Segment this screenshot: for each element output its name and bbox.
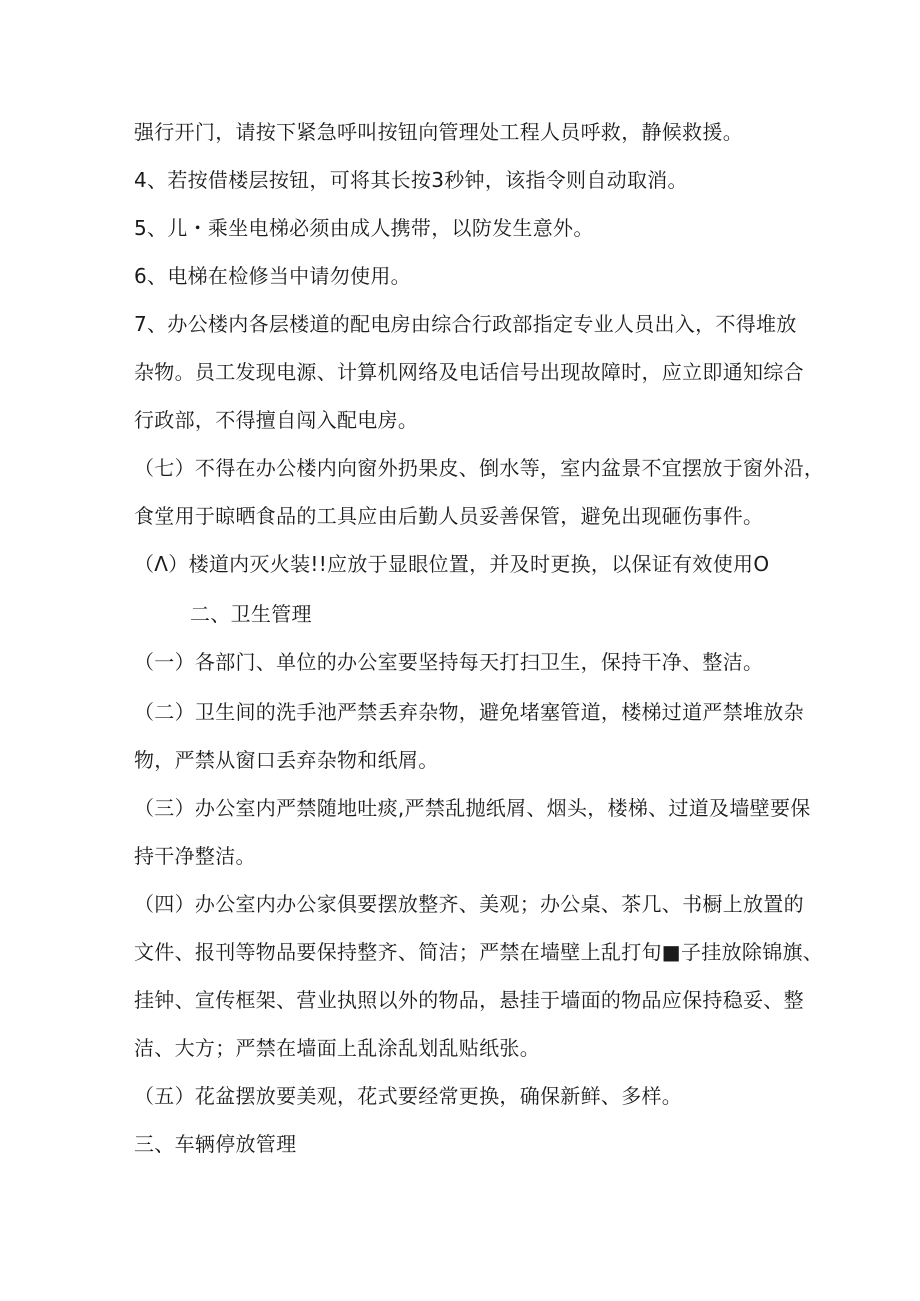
text-line: 强行开门，请按下紧急呼叫按钮向管理处工程人员呼救，静候救援。 bbox=[134, 120, 743, 144]
text-line: （五）花盆摆放要美观，花式要经常更换，确保新鲜、多样。 bbox=[134, 1084, 683, 1108]
text-line: 5、儿・乘坐电梯必须由成人携带，以防发生意外。 bbox=[134, 216, 594, 240]
text-line: 6、电梯在检修当中请勿使用。 bbox=[134, 264, 411, 288]
text-line: 行政部，不得擅自闯入配电房。 bbox=[134, 408, 419, 432]
text-line: 食堂用于晾晒食品的工具应由后勤人员妥善保管，避免出现砸伤事件。 bbox=[134, 504, 764, 528]
text-line: （三）办公室内严禁随地吐痰,严禁乱抛纸屑、烟头，楼梯、过道及墙壁要保 bbox=[134, 796, 811, 820]
text-line: 文件、报刊等物品要保持整齐、简洁；严禁在墙壁上乱打旬■子挂放除锦旗、 bbox=[134, 940, 824, 964]
text-line: （四）办公室内办公家俱要摆放整齐、美观；办公桌、茶几、书橱上放置的 bbox=[134, 892, 804, 916]
text-line: （一）各部门、单位的办公室要坚持每天打扫卫生，保持干净、整洁。 bbox=[134, 650, 764, 674]
text-line: 洁、大方；严禁在墙面上乱涂乱划乱贴纸张。 bbox=[134, 1036, 540, 1060]
text-line: （Λ）楼道内灭火装!!应放于显眼位置，并及时更换，以保证有效使用O bbox=[134, 552, 770, 576]
section-heading: 二、卫生管理 bbox=[190, 602, 312, 626]
text-line: （七）不得在办公楼内向窗外扔果皮、倒水等，室内盆景不宜摆放于窗外沿， bbox=[134, 456, 825, 480]
section-heading: 三、车辆停放管理 bbox=[134, 1132, 297, 1156]
text-line: 杂物。员工发现电源、计算机网络及电话信号出现故障时，应立即通知综合 bbox=[134, 360, 804, 384]
text-line: （二）卫生间的洗手池严禁丢弃杂物，避免堵塞管道，楼梯过道严禁堆放杂 bbox=[134, 700, 804, 724]
text-line: 持干净整洁。 bbox=[134, 844, 256, 868]
text-line: 4、若按借楼层按钮，可将其长按3秒钟，该指令则自动取消。 bbox=[134, 168, 688, 192]
text-line: 挂钟、宣传框架、营业执照以外的物品，悬挂于墙面的物品应保持稳妥、整 bbox=[134, 988, 804, 1012]
text-line: 7、办公楼内各层楼道的配电房由综合行政部指定专业人员出入，不得堆放 bbox=[134, 312, 797, 336]
text-line: 物，严禁从窗口丢弃杂物和纸屑。 bbox=[134, 748, 439, 772]
